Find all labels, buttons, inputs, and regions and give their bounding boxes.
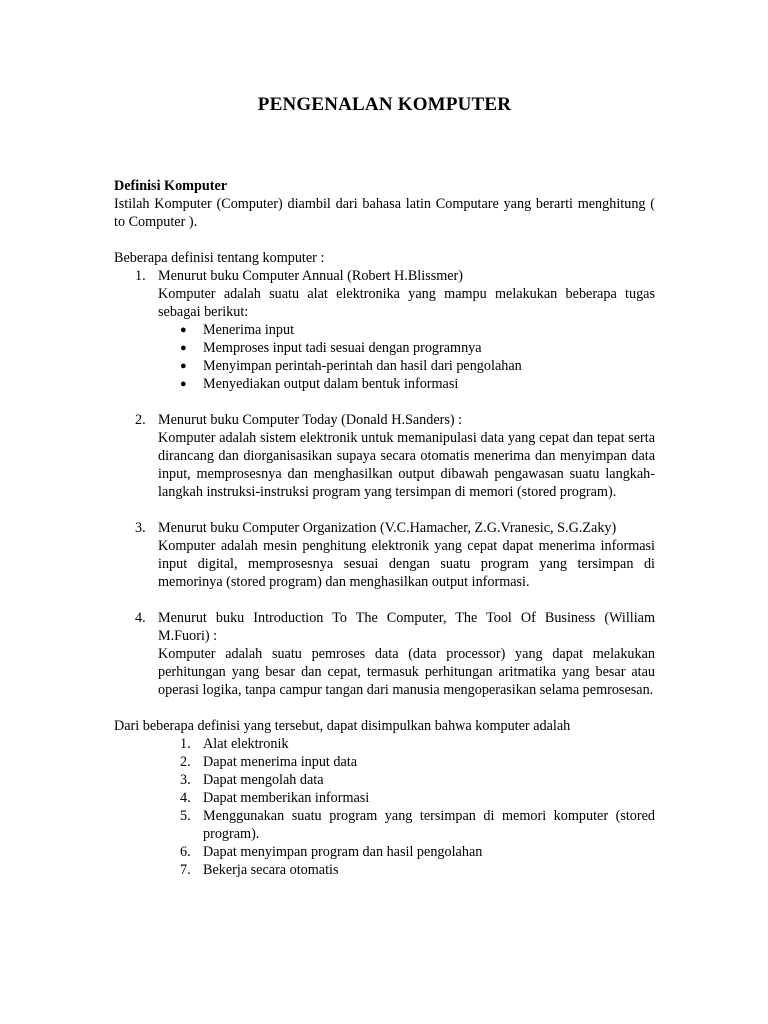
definition-text: Komputer adalah suatu alat elektronika yang mampu melakukan beberapa tugas sebagai berikut:	[158, 286, 655, 320]
list-item: 2. Dapat menerima input data	[180, 754, 358, 770]
bullet-icon: ●	[180, 324, 187, 336]
definition-item-3	[114, 519, 655, 609]
document-body	[114, 177, 655, 879]
page-title: PENGENALAN KOMPUTER	[257, 94, 512, 115]
conclusion-list	[114, 735, 655, 879]
bullet-icon: ●	[180, 378, 187, 390]
definition-source: Menurut buku Computer Annual (Robert H.Blissmer)	[158, 268, 463, 284]
list-item: ● Menyimpan perintah-perintah dan hasil dari pengolahan	[180, 358, 522, 374]
definition-paragraph: Istilah Komputer (Computer) diambil dari bahasa latin Computare yang berarti menghitung ( to Computer ).	[114, 196, 655, 230]
list-item: ● Menerima input	[180, 322, 295, 338]
definition-text: Komputer adalah sistem elektronik untuk memanipulasi data yang cepat dan tepat serta dirancang dan diorganisasikan supaya secara otomatis menerima dan menyimpan data input, memprosesnya dan menghasilkan output dibawah pengawasan suatu langkah-langkah instruksi-instruksi program yang tersimpan di memori (stored program).	[158, 430, 655, 500]
list-number: 3.	[135, 520, 146, 536]
bullet-icon: ●	[180, 342, 187, 354]
list-number: 4.	[135, 610, 146, 626]
list-item: 1. Alat elektronik	[180, 736, 289, 752]
bullet-icon: ●	[180, 360, 187, 372]
list-number: 1.	[135, 268, 146, 284]
definition-text: Komputer adalah mesin penghitung elektronik yang cepat dapat menerima informasi input digital, memprosesnya sesuai dengan suatu program yang tersimpan di memorinya (stored program) dan menghasilkan output informasi.	[158, 538, 655, 590]
list-item: 4. Dapat memberikan informasi	[180, 790, 370, 806]
bullet-list	[158, 321, 655, 393]
list-item: 7. Bekerja secara otomatis	[180, 862, 339, 878]
definitions-intro: Beberapa definisi tentang komputer :	[114, 250, 325, 266]
definition-item-4	[114, 609, 655, 699]
definition-text: Komputer adalah suatu pemroses data (data processor) yang dapat melakukan perhitungan yang besar dan cepat, termasuk perhitungan aritmatika yang besar atau operasi logika, tanpa campur tangan dari manusia mengoperasikan selama pemrosesan.	[158, 646, 655, 698]
definitions-list	[114, 267, 655, 699]
list-item: ● Memproses input tadi sesuai dengan programnya	[180, 340, 482, 356]
list-item: 5. Menggunakan suatu program yang tersimpan di memori komputer (stored program).	[180, 808, 655, 842]
definition-item-2	[114, 411, 655, 519]
list-item: 6. Dapat menyimpan program dan hasil pengolahan	[180, 844, 483, 860]
conclusion-intro: Dari beberapa definisi yang tersebut, dapat disimpulkan bahwa komputer adalah	[114, 718, 571, 734]
list-number: 2.	[135, 412, 146, 428]
definition-source: Menurut buku Computer Organization (V.C.Hamacher, Z.G.Vranesic, S.G.Zaky)	[158, 520, 617, 536]
list-item: ● Menyediakan output dalam bentuk informasi	[180, 376, 459, 392]
definition-item-1	[114, 267, 655, 411]
section-heading-definisi: Definisi Komputer	[114, 178, 228, 194]
definition-source: Menurut buku Computer Today (Donald H.Sanders) :	[158, 412, 463, 428]
definition-source: Menurut buku Introduction To The Computer, The Tool Of Business (William M.Fuori) :	[158, 610, 655, 644]
list-item: 3. Dapat mengolah data	[180, 772, 324, 788]
